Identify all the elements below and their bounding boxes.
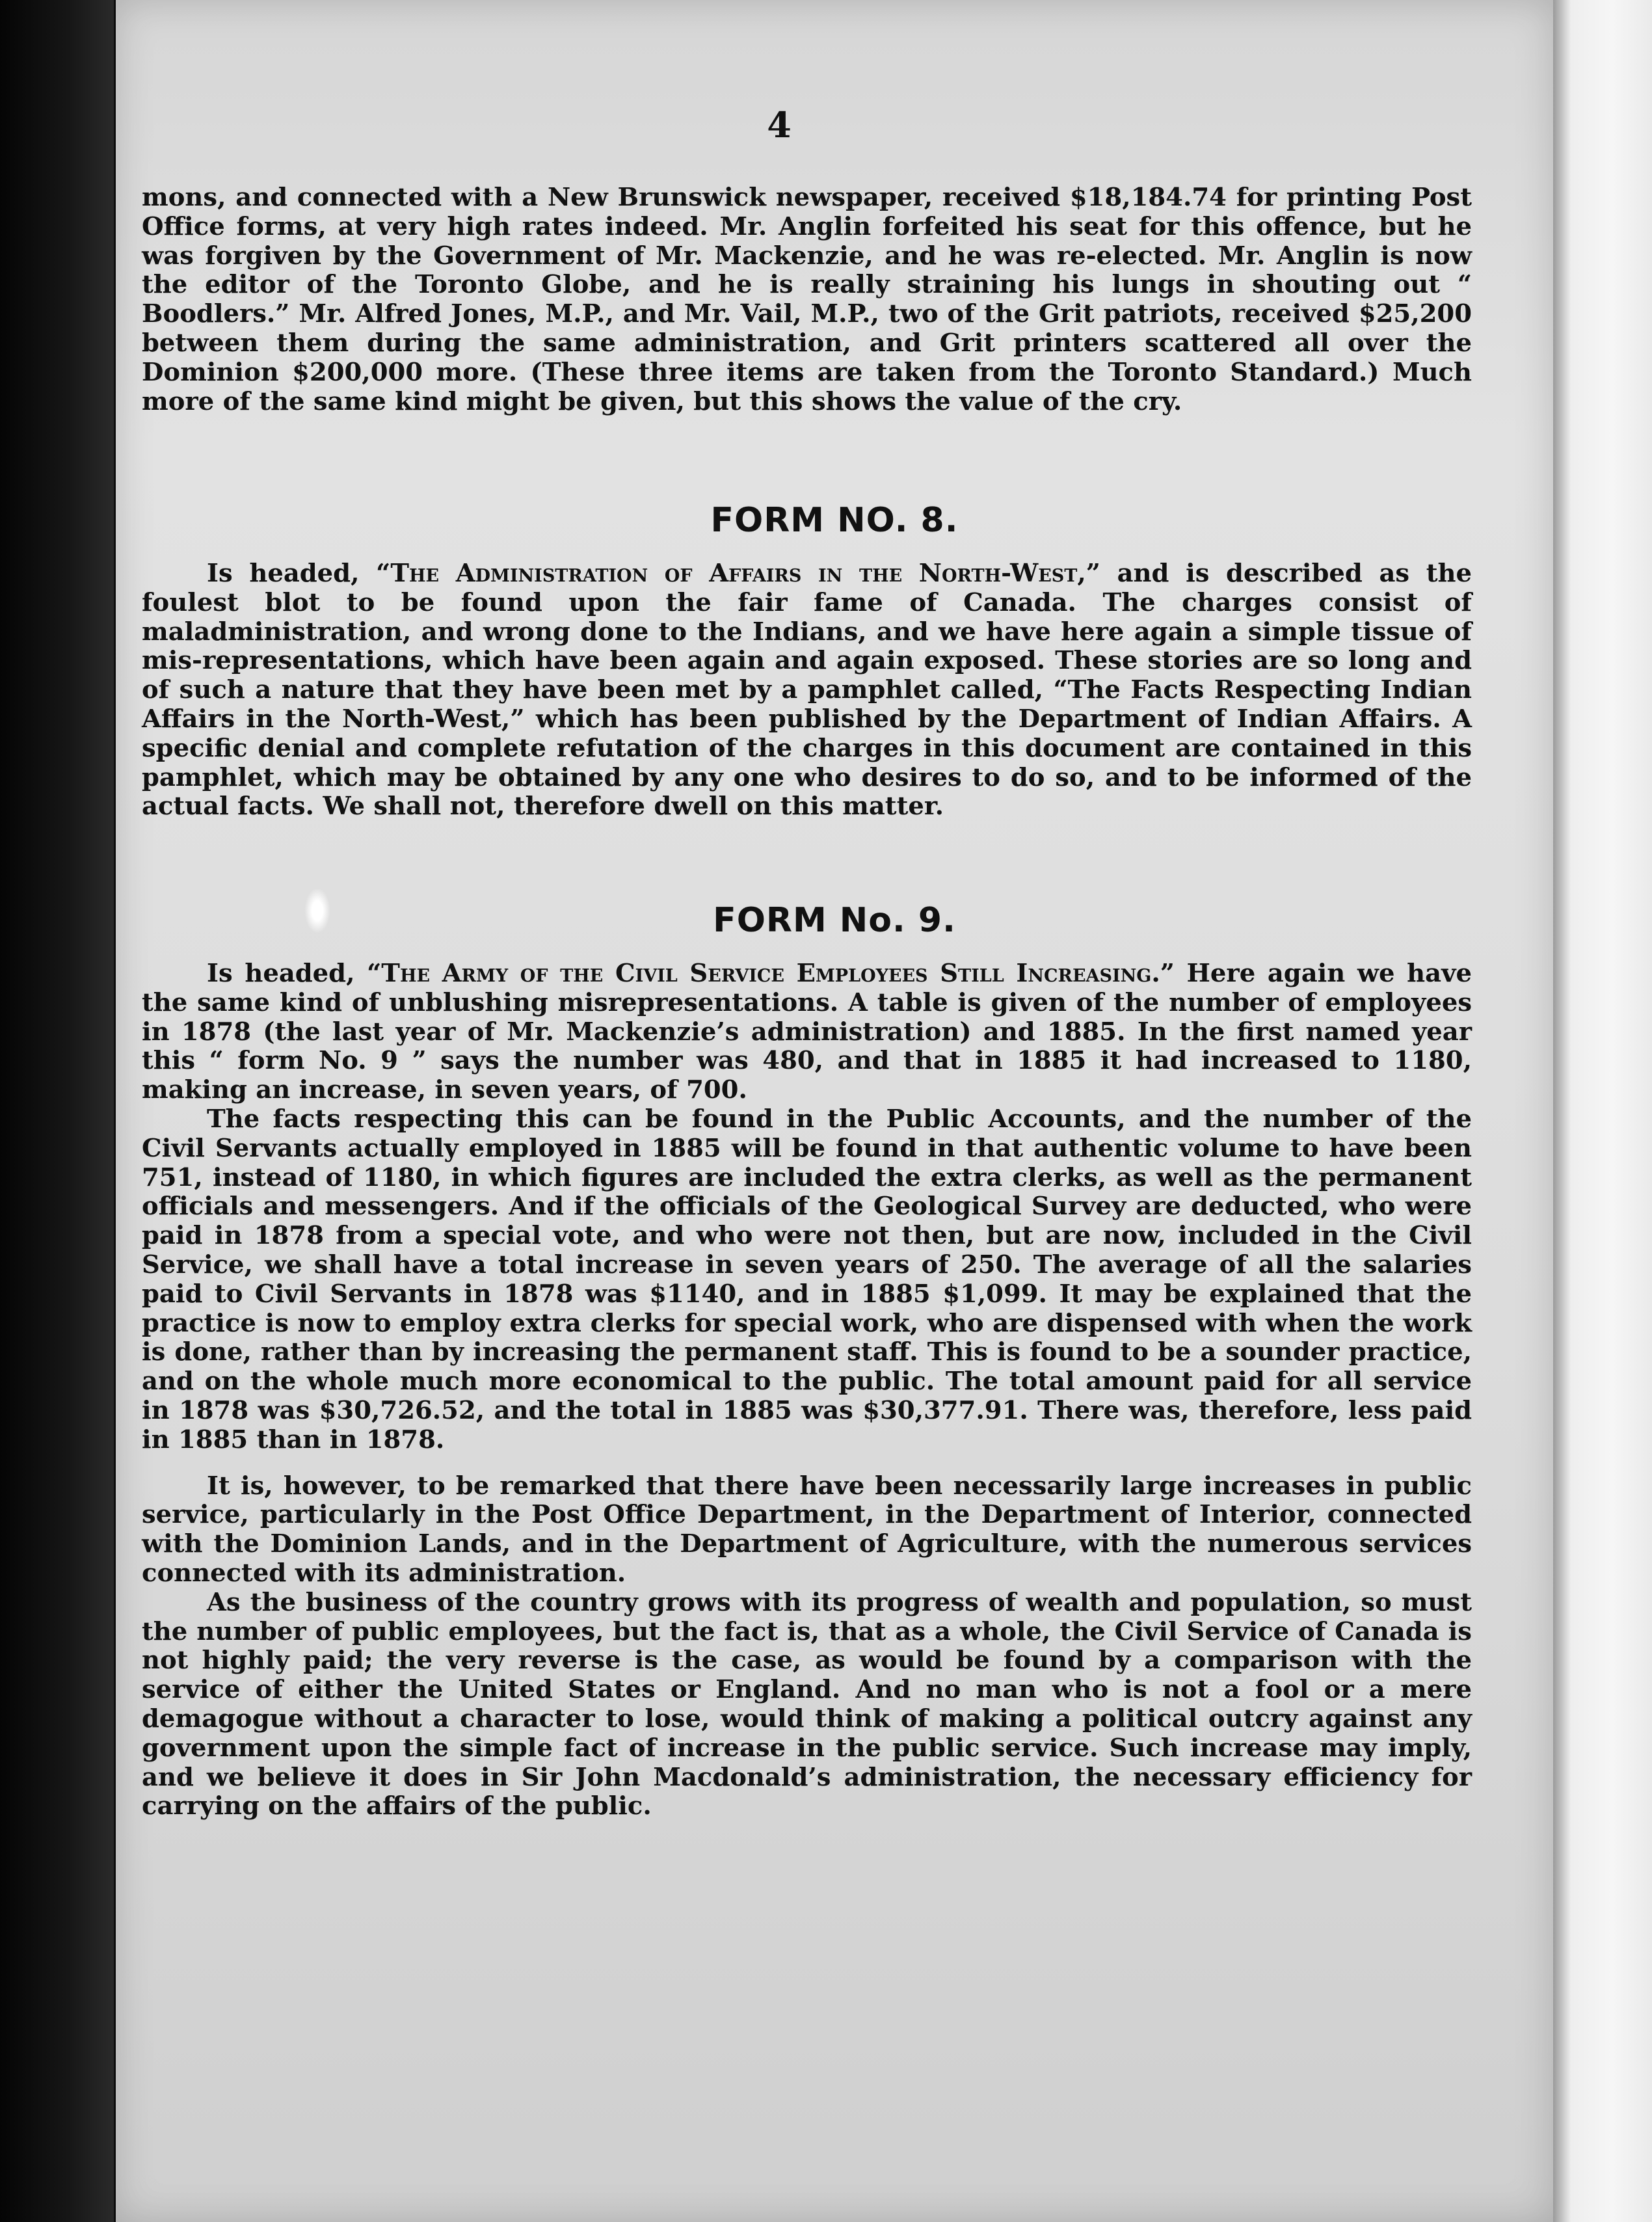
continuation-text: mons, and connected with a New Brunswick newspaper, received $18,184.74 for printing Post Office forms, at very high rates indeed. Mr. Anglin forfeited his seat for this offence, but he was forgiven by the Government of Mr. Mackenzie, and he was re-elected. Mr. Anglin is now the editor of the Toronto Globe, and he is really straining his lungs in shouting out “ Boodlers.” Mr. Alfred Jones, M.P., and Mr. Vail, M.P., two of the Grit patriots, received $25,200 between them during the same administration, and Grit printers scattered all over the Dominion $200,000 more. (These three items are taken from the Toronto Standard.) Much more of the same kind might be given, but this shows the value of the cry. bbox=[142, 183, 1472, 416]
form-9-paragraph-1 bbox=[142, 959, 1472, 1105]
form-9-title: The Army of the Civil Service Employees Still Increasing bbox=[381, 959, 1152, 988]
continuation-paragraph bbox=[142, 183, 1472, 416]
form-9-paragraph-3: It is, however, to be remarked that there have been necessarily large increases in public service, particularly in the Post Office Department, in the Department of Interior, connected with the Dominion Lands, and in the Department of Agriculture, with the numerous services connected with its administration. bbox=[142, 1471, 1472, 1588]
scan-border-left bbox=[0, 0, 114, 2222]
form-8-section bbox=[142, 559, 1472, 822]
form-9-intro: Is headed, “ bbox=[207, 959, 382, 988]
form-9-section bbox=[142, 959, 1472, 1821]
document-page bbox=[116, 0, 1553, 2222]
form-9-paragraph-2: The facts respecting this can be found in the Public Accounts, and the number of the Civil Servants actually employed in 1885 will be found in that authentic volume to have been 751, instead of 1180, in which figures are included the extra clerks, as well as the permanent officials and messengers. And if the officials of the Geological Survey are deducted, who were paid in 1878 from a special vote, and who were not then, but are now, included in the Civil Service, we shall have a total increase in seven years of 250. The average of all the salaries paid to Civil Servants in 1878 was $1140, and in 1885 $1,099. It may be explained that the practice is now to employ extra clerks for special work, who are dispensed with when the work is done, rather than by increasing the permanent staff. This is found to be a sounder practice, and on the whole much more economical to the public. The total amount paid for all service in 1878 was $30,726.52, and the total in 1885 was $30,377.91. There was, therefore, less paid in 1885 than in 1878. bbox=[142, 1104, 1472, 1454]
form-8-paragraph bbox=[142, 559, 1472, 822]
page-number: 4 bbox=[767, 104, 792, 146]
form-9-heading: FORM No. 9. bbox=[713, 901, 956, 940]
scan-border-right bbox=[1553, 0, 1652, 2222]
form-9-paragraph-4: As the business of the country grows with its progress of wealth and population, so must the number of public employees, but the fact is, that as a whole, the Civil Service of Canada is not highly paid; the very reverse is the case, as would be found by a comparison with the service of either the United States or England. And no man who is not a fool or a mere demagogue without a character to lose, would think of making a political outcry against any government upon the simple fact of increase in the public service. Such increase may imply, and we believe it does in Sir John Macdonald’s administration, the necessary efficiency for carrying on the affairs of the public. bbox=[142, 1587, 1472, 1821]
page-blemish bbox=[304, 888, 330, 933]
form-8-intro: Is headed, “ bbox=[207, 559, 391, 588]
form-9-p1-rest: .” Here again we have the same kind of unblushing misrepresentations. A table is given of the number of employees in 1878 (the last year of Mr. Mackenzie’s administration) and 1885. In the first named year this “ form No. 9 ” says the number was 480, and that in 1885 it had increased to 1180, making an increase, in seven years, of 700. bbox=[142, 959, 1472, 1105]
form-8-heading: FORM NO. 8. bbox=[710, 501, 959, 540]
form-8-title: The Administration of Affairs in the North-West bbox=[390, 559, 1078, 588]
form-8-body: ,” and is described as the foulest blot to be found upon the fair fame of Canada. The charges consist of maladministration, and wrong done to the Indians, and we have here again a simple tissue of mis-representations, which have been again and again exposed. These stories are so long and of such a nature that they have been met by a pamphlet called, “The Facts Respecting Indian Affairs in the North-West,” which has been published by the Department of Indian Affairs. A specific denial and complete refutation of the charges in this document are contained in this pamphlet, which may be obtained by any one who desires to do so, and to be informed of the actual facts. We shall not, therefore dwell on this matter. bbox=[142, 559, 1472, 822]
